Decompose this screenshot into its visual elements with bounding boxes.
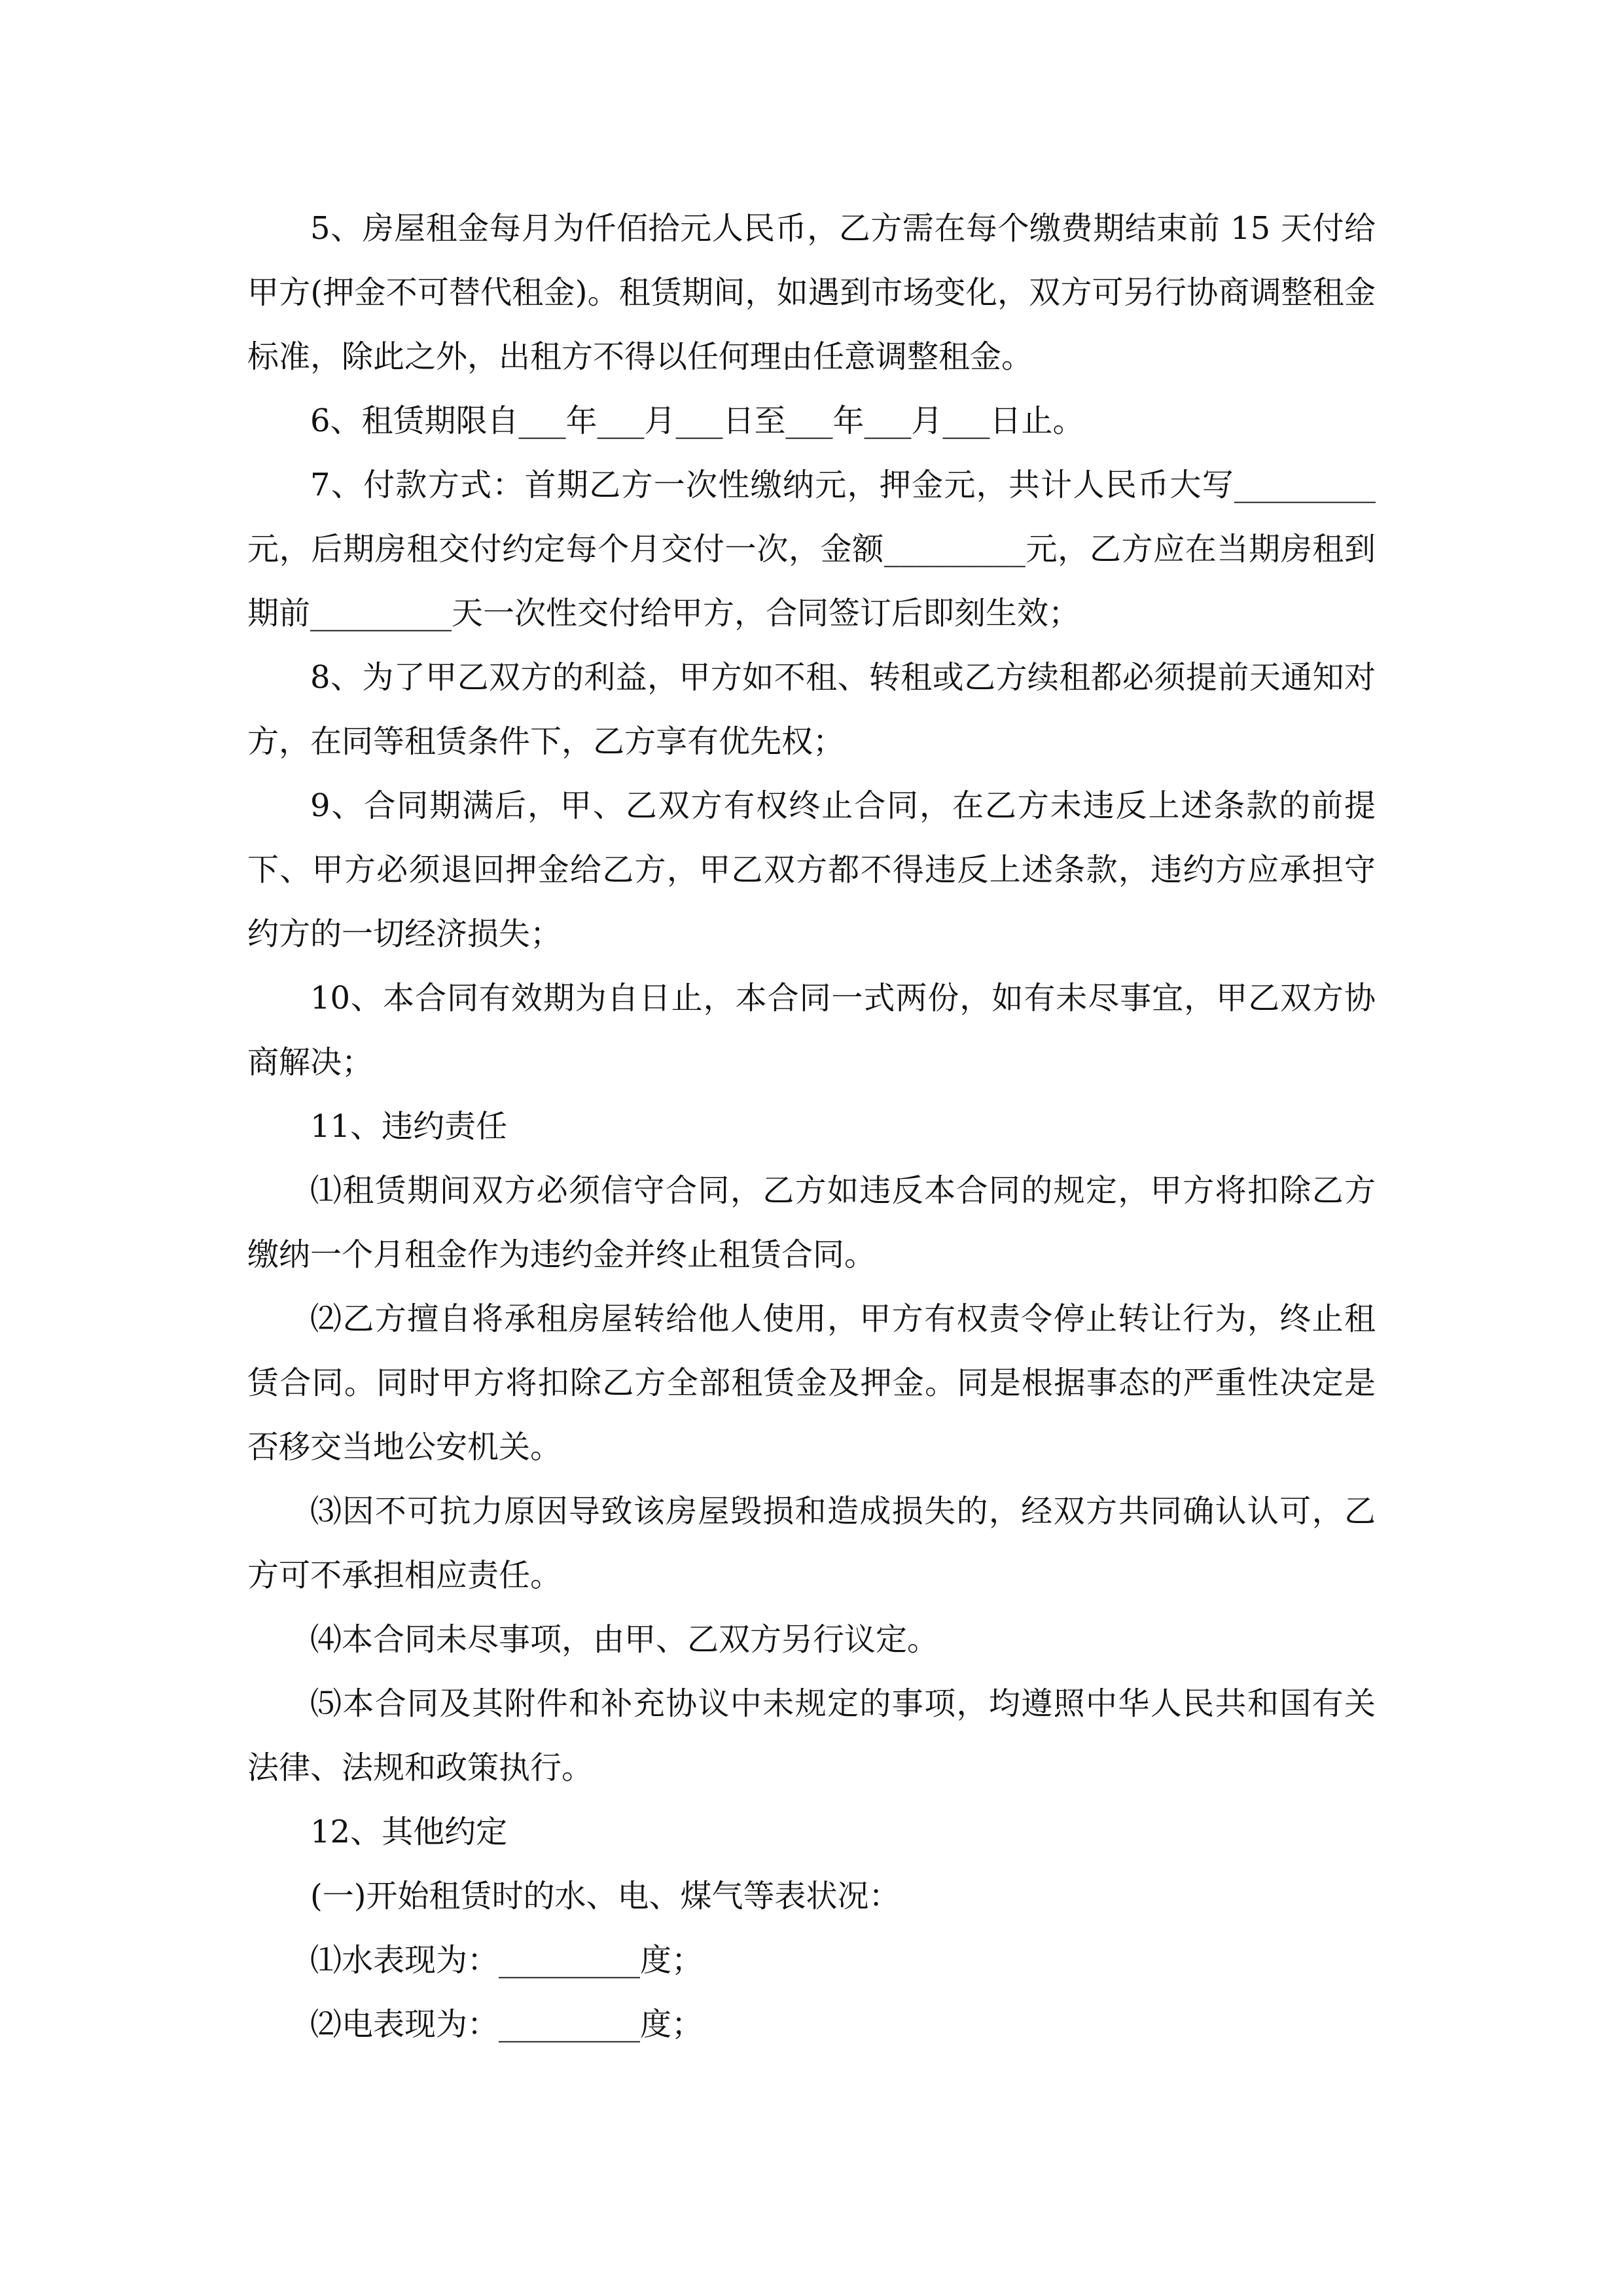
clause-11-item-4: ⑷本合同未尽事项，由甲、乙双方另行议定。 bbox=[310, 1621, 939, 1658]
clause-11-item-1: ⑴租赁期间双方必须信守合同，乙方如违反本合同的规定，甲方将扣除乙方缴纳一个月租金作为违约金并终止租赁合同。 bbox=[247, 1172, 1376, 1273]
clause-5-rent: 5、房屋租金每月为仟佰拾元人民币，乙方需在每个缴费期结束前 15 天付给甲方(押金不可替代租金)。租赁期间，如遇到市场变化，双方可另行协商调整租金标准，除此之外，出租方不得以任何理由任意调整租金。 bbox=[247, 210, 1376, 375]
water-meter-reading: ⑴水表现为：_________度； bbox=[310, 1942, 704, 1979]
clause-11-heading: 11、违约责任 bbox=[310, 1108, 508, 1145]
clause-11-item-2: ⑵乙方擅自将承租房屋转给他人使用，甲方有权责令停止转让行为，终止租赁合同。同时甲方将扣除乙方全部租赁金及押金。同是根据事态的严重性决定是否移交当地公安机关。 bbox=[247, 1300, 1376, 1465]
electricity-meter-reading: ⑵电表现为：_________度； bbox=[310, 2006, 704, 2043]
clause-11-item-5: ⑸本合同及其附件和补充协议中未规定的事项，均遵照中华人民共和国有关法律、法规和政策执行。 bbox=[247, 1685, 1376, 1786]
clause-8-notice: 8、为了甲乙双方的利益，甲方如不租、转租或乙方续租都必须提前天通知对方，在同等租赁条件下，乙方享有优先权； bbox=[247, 659, 1376, 760]
clause-6-lease-term: 6、租赁期限自___年___月___日至___年___月___日止。 bbox=[310, 403, 1084, 439]
clause-7-payment-method: 7、付款方式：首期乙方一次性缴纳元，押金元，共计人民币大写_________元，后期房租交付约定每个月交付一次，金额_________元，乙方应在当期房租到期前_________天一次性交付给甲方，合同签订后即刻生效； bbox=[247, 467, 1376, 632]
clause-9-termination: 9、合同期满后，甲、乙双方有权终止合同，在乙方未违反上述条款的前提下、甲方必须退回押金给乙方，甲乙双方都不得违反上述条款，违约方应承担守约方的一切经济损失； bbox=[247, 787, 1376, 952]
contract-body bbox=[247, 196, 1376, 2056]
clause-12-section-1: (一)开始租赁时的水、电、煤气等表状况： bbox=[310, 1878, 901, 1914]
clause-11-item-3: ⑶因不可抗力原因导致该房屋毁损和造成损失的，经双方共同确认认可，乙方可不承担相应责任。 bbox=[247, 1493, 1376, 1594]
clause-12-heading: 12、其他约定 bbox=[310, 1814, 508, 1850]
clause-10-validity: 10、本合同有效期为自日止，本合同一式两份，如有未尽事宜，甲乙双方协商解决； bbox=[247, 980, 1376, 1081]
